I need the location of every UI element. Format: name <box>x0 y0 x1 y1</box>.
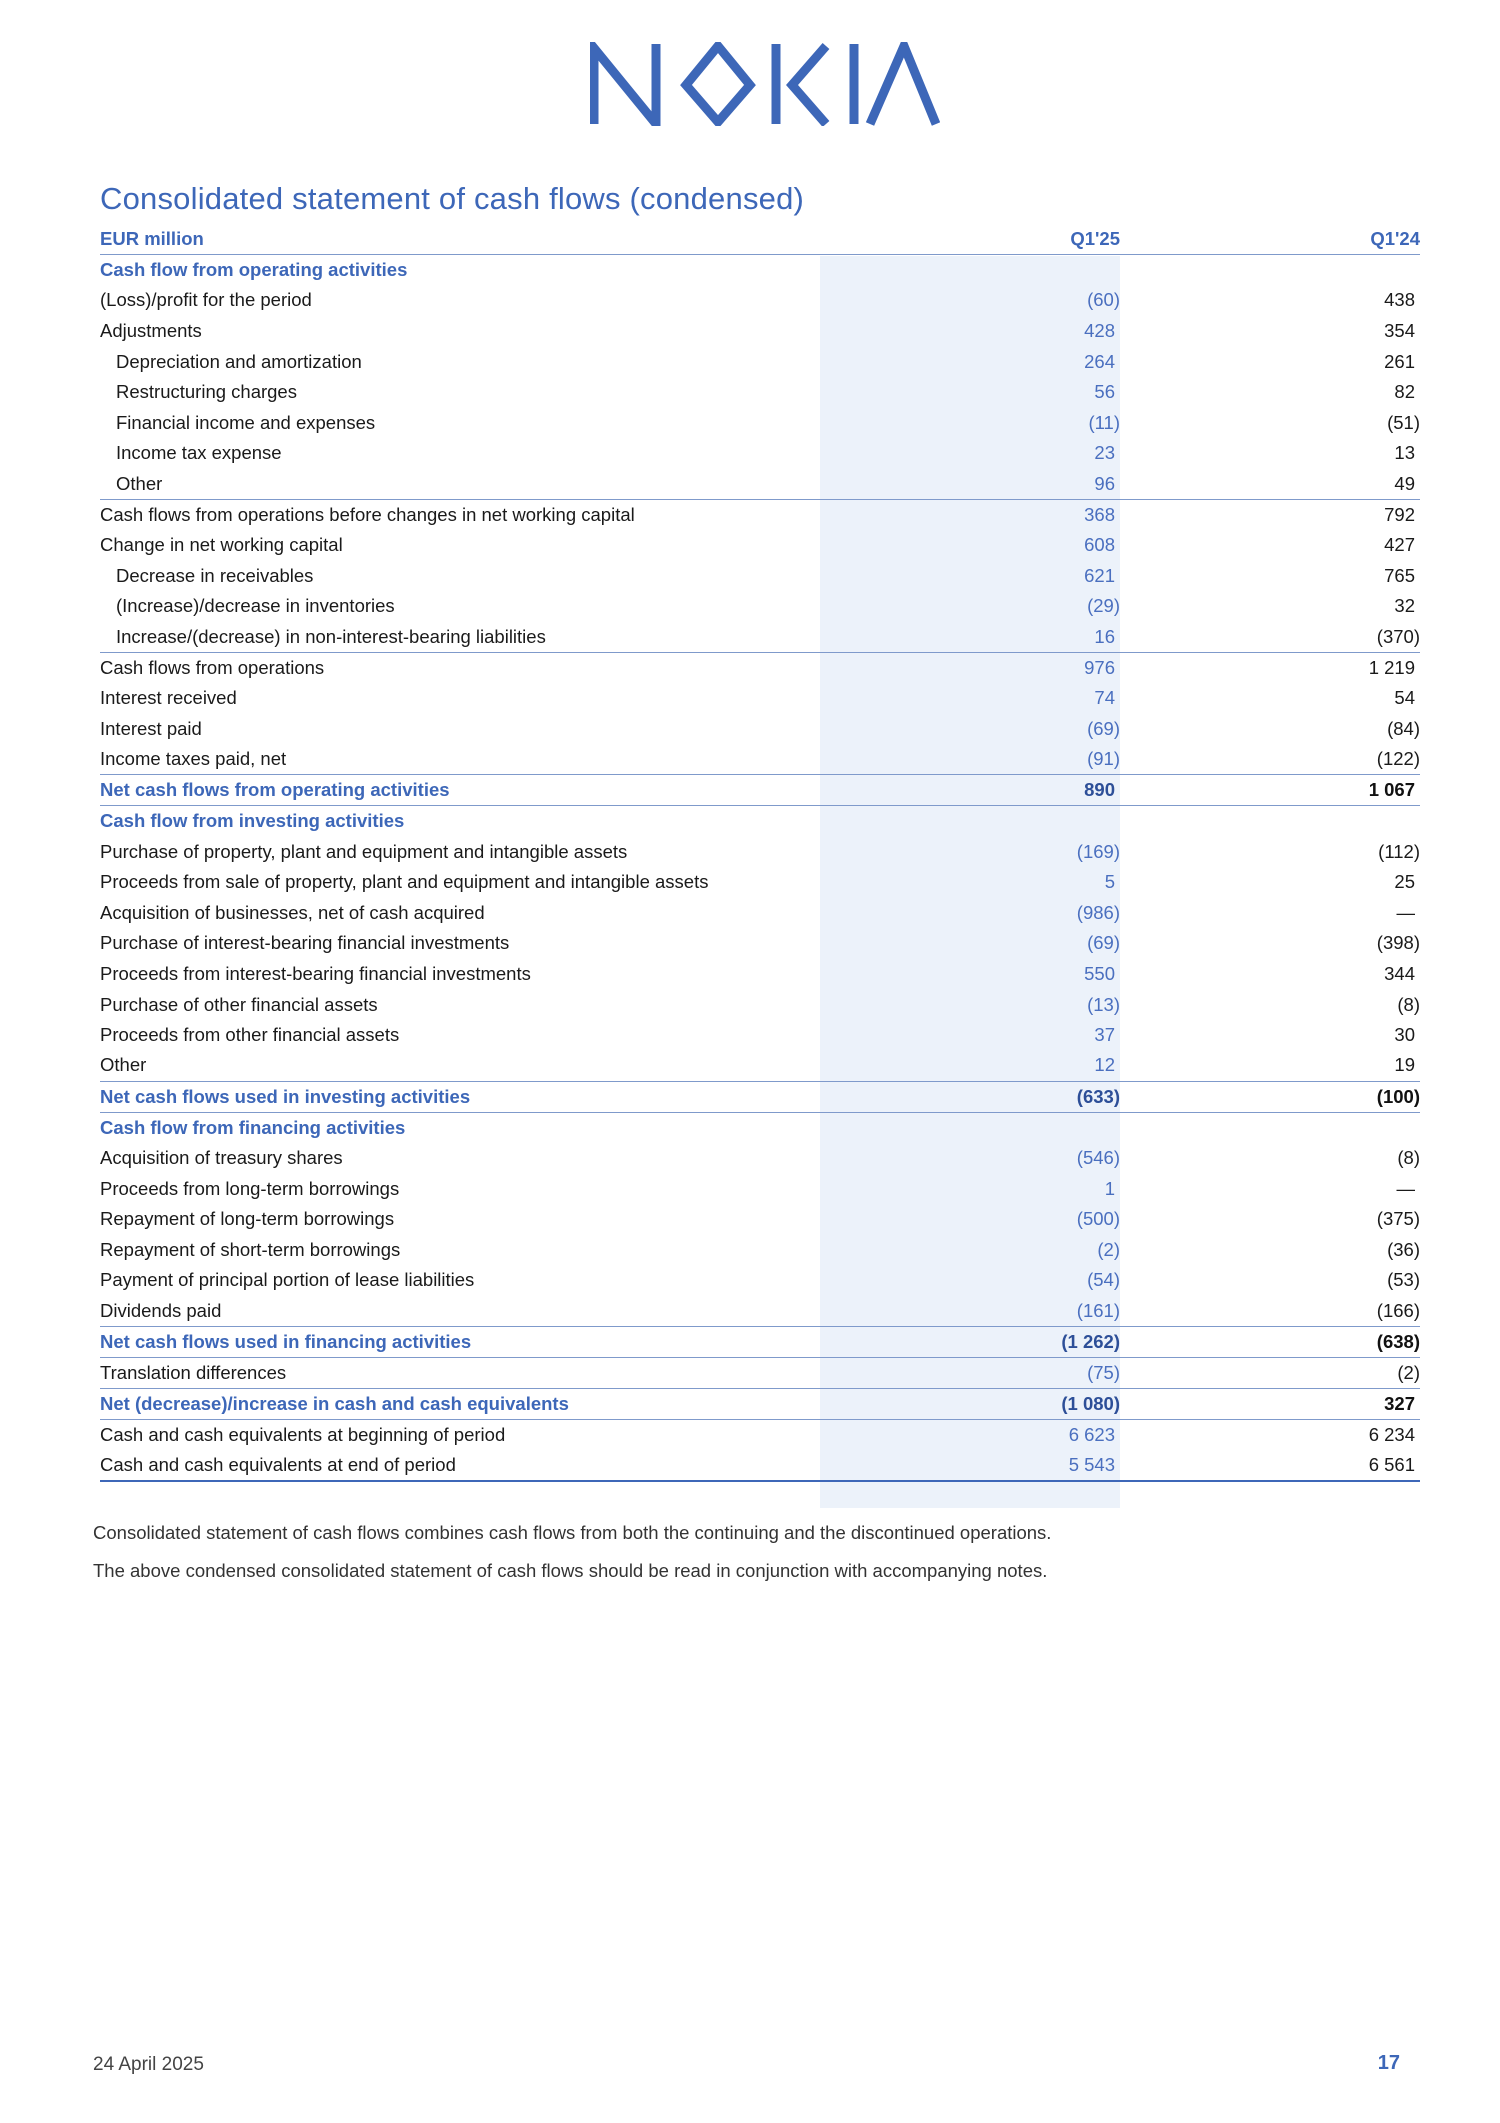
table-row <box>100 1326 1420 1357</box>
value-q1-25: 16 <box>1094 625 1115 647</box>
table-row <box>100 683 1420 714</box>
value-q1-24: 30 <box>1394 1024 1415 1046</box>
table-row <box>100 530 1420 561</box>
value-q1-25: 890 <box>820 775 1120 806</box>
table-row <box>100 744 1420 775</box>
value-q1-24: (2) <box>1397 1361 1420 1383</box>
table-row <box>100 469 1420 500</box>
value-q1-25: 976 <box>820 652 1120 683</box>
table-row <box>100 561 1420 592</box>
value-q1-25: 96 <box>1094 472 1115 494</box>
table-row <box>100 1357 1420 1388</box>
value-q1-25: 608 <box>1084 534 1115 556</box>
table-row <box>100 1419 1420 1450</box>
table-row <box>100 408 1420 439</box>
value-q1-25: (91) <box>1087 748 1120 770</box>
value-q1-24: 32 <box>1394 595 1415 617</box>
table-row <box>100 622 1420 653</box>
value-q1-25: (546) <box>1076 1146 1120 1168</box>
row-label: Proceeds from other financial assets <box>100 1024 400 1046</box>
value-q1-24: 25 <box>1394 871 1415 893</box>
value-q1-24: 344 <box>1384 962 1415 984</box>
row-label: Adjustments <box>100 320 202 342</box>
row-label: Cash and cash equivalents at beginning of period <box>100 1423 506 1445</box>
value-q1-25: 621 <box>1084 564 1115 586</box>
table-row <box>100 897 1420 928</box>
value-q1-25: 1 <box>1104 1177 1115 1199</box>
row-label: Restructuring charges <box>116 381 297 403</box>
value-q1-24: (122) <box>1376 748 1420 770</box>
row-label: Cash and cash equivalents at end of period <box>100 1450 820 1481</box>
header-q1-25: Q1'25 <box>820 224 1120 255</box>
value-q1-24: 6 234 <box>1368 1423 1415 1445</box>
table-row <box>100 1265 1420 1296</box>
row-label: Cash flow from investing activities <box>100 810 405 832</box>
value-q1-25: 5 543 <box>820 1450 1120 1481</box>
value-q1-24: 49 <box>1394 472 1415 494</box>
row-label: (Increase)/decrease in inventories <box>116 595 395 617</box>
row-label: Interest received <box>100 687 237 709</box>
value-q1-25: (1 080) <box>820 1388 1120 1419</box>
value-q1-25: (161) <box>1076 1299 1120 1321</box>
table-header-row <box>100 224 1420 255</box>
value-q1-24: (112) <box>1378 840 1420 862</box>
table-row <box>100 836 1420 867</box>
table-row <box>100 806 1420 837</box>
value-q1-24: — <box>1396 1177 1415 1199</box>
table-row <box>100 1143 1420 1174</box>
table-row <box>100 1234 1420 1265</box>
table-row <box>100 1081 1420 1112</box>
row-label: Dividends paid <box>100 1299 222 1321</box>
row-label: Increase/(decrease) in non-interest-bearing liabilities <box>116 625 546 647</box>
table-row <box>100 1020 1420 1051</box>
value-q1-24: 765 <box>1384 564 1415 586</box>
value-q1-25: (500) <box>1076 1208 1120 1230</box>
header-label: EUR million <box>100 224 820 255</box>
table-row <box>100 499 1420 530</box>
value-q1-25: (11) <box>1088 411 1120 433</box>
value-q1-25: (2) <box>1097 1238 1120 1260</box>
value-q1-24: (53) <box>1387 1269 1420 1291</box>
table-row <box>100 867 1420 898</box>
value-q1-25: 12 <box>1094 1054 1115 1076</box>
value-q1-25 <box>820 1112 1120 1143</box>
value-q1-24: (51) <box>1387 411 1420 433</box>
table-row <box>100 438 1420 469</box>
value-q1-25: (1 262) <box>820 1326 1120 1357</box>
row-label: Depreciation and amortization <box>116 350 362 372</box>
row-label: Proceeds from interest-bearing financial investments <box>100 962 531 984</box>
value-q1-25: (69) <box>1087 932 1120 954</box>
value-q1-24: (398) <box>1376 932 1420 954</box>
value-q1-24: 6 561 <box>1120 1450 1420 1481</box>
value-q1-25: 550 <box>1084 962 1115 984</box>
cash-flow-table <box>100 224 1420 1482</box>
table-row <box>100 1204 1420 1235</box>
value-q1-24: 54 <box>1394 687 1415 709</box>
value-q1-24: (100) <box>1120 1081 1420 1112</box>
value-q1-24: 13 <box>1394 442 1415 464</box>
row-label: Acquisition of treasury shares <box>100 1146 343 1168</box>
table-row <box>100 714 1420 745</box>
page-title: Consolidated statement of cash flows (condensed) <box>100 181 805 216</box>
row-label: Interest paid <box>100 717 202 739</box>
row-label: Other <box>100 1054 147 1076</box>
value-q1-24: (370) <box>1376 625 1420 647</box>
row-label: Change in net working capital <box>100 534 343 556</box>
value-q1-24: 354 <box>1384 320 1415 342</box>
row-label: Cash flow from operating activities <box>100 259 408 281</box>
table-row <box>100 1388 1420 1419</box>
row-label: Repayment of short-term borrowings <box>100 1238 401 1260</box>
value-q1-24: 792 <box>1120 499 1420 530</box>
value-q1-24: (8) <box>1397 1146 1420 1168</box>
row-label: Proceeds from long-term borrowings <box>100 1177 400 1199</box>
row-label: Decrease in receivables <box>116 564 314 586</box>
footnote-read-with-notes: The above condensed consolidated statement of cash flows should be read in conjunction with accompanying notes. <box>93 1560 1048 1581</box>
row-label: Cash flow from financing activities <box>100 1116 406 1138</box>
value-q1-25: (29) <box>1087 595 1120 617</box>
value-q1-25: 428 <box>1084 320 1115 342</box>
value-q1-25: 74 <box>1094 687 1115 709</box>
table-row <box>100 346 1420 377</box>
row-label: Cash flows from operations before changes in net working capital <box>100 499 820 530</box>
row-label: Proceeds from sale of property, plant and equipment and intangible assets <box>100 871 709 893</box>
table-row <box>100 285 1420 316</box>
value-q1-25: (60) <box>1087 289 1120 311</box>
page-number: 17 <box>1377 2052 1400 2074</box>
value-q1-25: (13) <box>1087 993 1120 1015</box>
value-q1-25: 6 623 <box>1068 1423 1115 1445</box>
header-q1-24: Q1'24 <box>1120 224 1420 255</box>
value-q1-25: 264 <box>1084 350 1115 372</box>
row-label: Translation differences <box>100 1361 287 1383</box>
value-q1-24 <box>1120 255 1420 286</box>
value-q1-25 <box>820 255 1120 286</box>
table-row <box>100 316 1420 347</box>
row-label: Net cash flows from operating activities <box>100 775 820 806</box>
table-row <box>100 591 1420 622</box>
value-q1-24: 261 <box>1384 350 1415 372</box>
value-q1-24: (84) <box>1387 717 1420 739</box>
value-q1-24: (36) <box>1387 1238 1420 1260</box>
value-q1-24: 327 <box>1120 1388 1420 1419</box>
value-q1-25: (75) <box>1087 1361 1120 1383</box>
value-q1-24: 1 067 <box>1120 775 1420 806</box>
value-q1-24: — <box>1396 901 1415 923</box>
value-q1-25: (986) <box>1076 901 1120 923</box>
row-label: Net (decrease)/increase in cash and cash equivalents <box>100 1388 820 1419</box>
row-label: Other <box>116 472 163 494</box>
row-label: Purchase of property, plant and equipment and intangible assets <box>100 840 628 862</box>
table-row <box>100 1173 1420 1204</box>
value-q1-24: 1 219 <box>1120 652 1420 683</box>
row-label: Repayment of long-term borrowings <box>100 1208 395 1230</box>
row-label: Net cash flows used in financing activities <box>100 1326 820 1357</box>
value-q1-25: (169) <box>1076 840 1120 862</box>
value-q1-25: (69) <box>1087 717 1120 739</box>
value-q1-25: 5 <box>1104 871 1115 893</box>
value-q1-24: 427 <box>1384 534 1415 556</box>
value-q1-25: (633) <box>820 1081 1120 1112</box>
table-row <box>100 1050 1420 1081</box>
value-q1-25: (54) <box>1087 1269 1120 1291</box>
table-row <box>100 1112 1420 1143</box>
value-q1-25 <box>820 806 1120 837</box>
table-row <box>100 775 1420 806</box>
row-label: Net cash flows used in investing activities <box>100 1081 820 1112</box>
value-q1-24: 82 <box>1394 381 1415 403</box>
table-row <box>100 652 1420 683</box>
table-row <box>100 989 1420 1020</box>
value-q1-24: (638) <box>1120 1326 1420 1357</box>
value-q1-25: 23 <box>1094 442 1115 464</box>
value-q1-25: 368 <box>820 499 1120 530</box>
row-label: Income taxes paid, net <box>100 748 287 770</box>
value-q1-24: (375) <box>1376 1208 1420 1230</box>
row-label: Income tax expense <box>116 442 282 464</box>
value-q1-24: (166) <box>1376 1299 1420 1321</box>
table-row <box>100 928 1420 959</box>
table-row <box>100 959 1420 990</box>
nokia-logo <box>590 42 940 126</box>
value-q1-24 <box>1120 1112 1420 1143</box>
value-q1-25: 37 <box>1094 1024 1115 1046</box>
footnote-continuing-operations: Consolidated statement of cash flows combines cash flows from both the continuing and the discontinued operations. <box>93 1522 1052 1543</box>
table-row <box>100 1296 1420 1327</box>
row-label: (Loss)/profit for the period <box>100 289 312 311</box>
value-q1-24 <box>1120 806 1420 837</box>
table-row <box>100 1450 1420 1481</box>
row-label: Purchase of interest-bearing financial investments <box>100 932 510 954</box>
value-q1-24: (8) <box>1397 993 1420 1015</box>
table-row <box>100 377 1420 408</box>
value-q1-24: 438 <box>1384 289 1415 311</box>
row-label: Payment of principal portion of lease liabilities <box>100 1269 475 1291</box>
footer-date: 24 April 2025 <box>93 2054 204 2075</box>
row-label: Cash flows from operations <box>100 652 820 683</box>
table-row <box>100 255 1420 286</box>
row-label: Acquisition of businesses, net of cash acquired <box>100 901 485 923</box>
value-q1-24: 19 <box>1394 1054 1415 1076</box>
value-q1-25: 56 <box>1094 381 1115 403</box>
row-label: Financial income and expenses <box>116 411 376 433</box>
row-label: Purchase of other financial assets <box>100 993 378 1015</box>
